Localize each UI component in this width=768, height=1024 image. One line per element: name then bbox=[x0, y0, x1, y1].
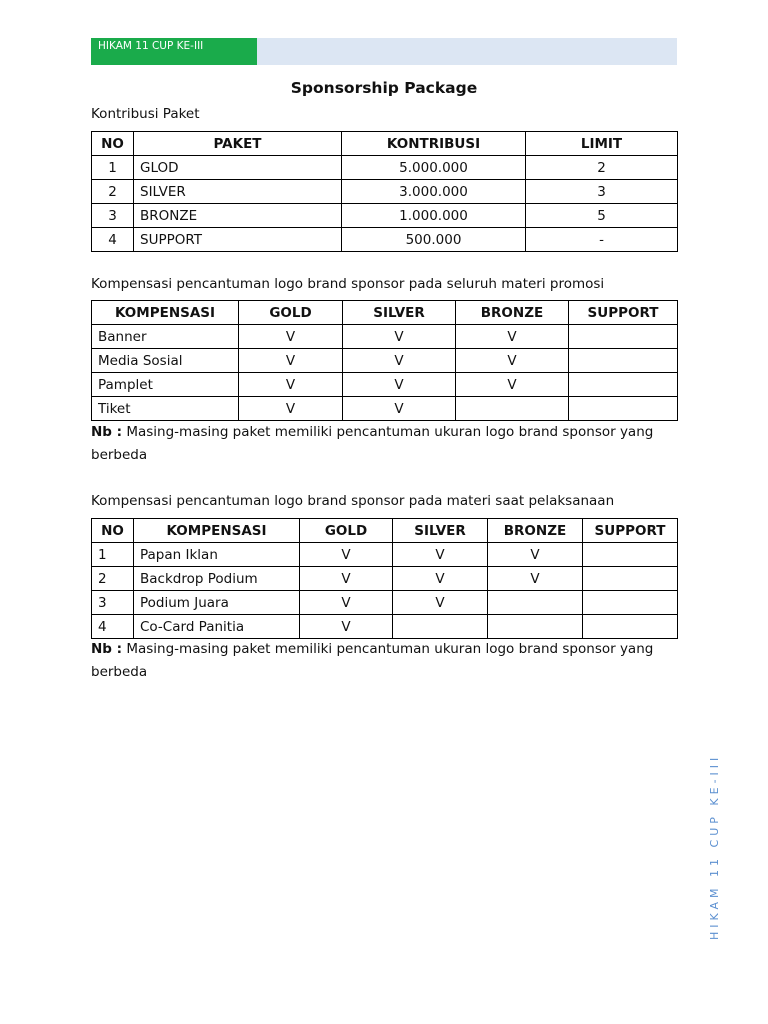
cell-silver: V bbox=[343, 397, 456, 421]
cell-support bbox=[569, 373, 678, 397]
cell-support bbox=[569, 325, 678, 349]
cell-gold: V bbox=[239, 325, 343, 349]
cell-limit: 5 bbox=[526, 204, 678, 228]
table-row bbox=[92, 228, 678, 252]
table-row bbox=[92, 567, 678, 591]
cell-support bbox=[583, 591, 678, 615]
page-title: Sponsorship Package bbox=[290, 79, 478, 97]
cell-kontribusi: 1.000.000 bbox=[342, 204, 526, 228]
col-header: GOLD bbox=[300, 519, 393, 543]
cell-support bbox=[569, 349, 678, 373]
contribution-table bbox=[91, 131, 678, 252]
cell-no: 4 bbox=[92, 615, 134, 639]
note-event bbox=[91, 638, 677, 684]
col-header: SILVER bbox=[343, 301, 456, 325]
cell-no: 2 bbox=[92, 567, 134, 591]
table-header-row bbox=[92, 519, 678, 543]
cell-gold: V bbox=[300, 543, 393, 567]
cell-limit: 2 bbox=[526, 156, 678, 180]
table-row bbox=[92, 349, 678, 373]
cell-support bbox=[583, 615, 678, 639]
cell-silver: V bbox=[393, 543, 488, 567]
cell-paket: GLOD bbox=[134, 156, 342, 180]
table-row bbox=[92, 156, 678, 180]
table-row bbox=[92, 180, 678, 204]
event-compensation-table bbox=[91, 518, 678, 639]
cell-no: 4 bbox=[92, 228, 134, 252]
note-label: Nb : bbox=[91, 424, 123, 440]
col-header: LIMIT bbox=[526, 132, 678, 156]
table-row bbox=[92, 591, 678, 615]
cell-gold: V bbox=[239, 373, 343, 397]
cell-silver bbox=[393, 615, 488, 639]
cell-paket: SUPPORT bbox=[134, 228, 342, 252]
table-row bbox=[92, 615, 678, 639]
table-header-row bbox=[92, 301, 678, 325]
cell-bronze: V bbox=[488, 567, 583, 591]
cell-kompensasi: Media Sosial bbox=[92, 349, 239, 373]
col-header: BRONZE bbox=[488, 519, 583, 543]
section1-heading: Kontribusi Paket bbox=[91, 106, 200, 122]
note-label: Nb : bbox=[91, 641, 123, 657]
header-bar bbox=[91, 38, 677, 65]
cell-no: 3 bbox=[92, 591, 134, 615]
note-text: Masing-masing paket memiliki pencantuman ukuran logo brand sponsor yang bbox=[122, 424, 654, 440]
cell-kompensasi: Podium Juara bbox=[134, 591, 300, 615]
col-header: GOLD bbox=[239, 301, 343, 325]
cell-kompensasi: Papan Iklan bbox=[134, 543, 300, 567]
cell-kontribusi: 500.000 bbox=[342, 228, 526, 252]
cell-bronze: V bbox=[456, 325, 569, 349]
section3-heading: Kompensasi pencantuman logo brand sponsor pada materi saat pelaksanaan bbox=[91, 493, 615, 509]
cell-gold: V bbox=[239, 397, 343, 421]
col-header: SUPPORT bbox=[569, 301, 678, 325]
cell-kontribusi: 3.000.000 bbox=[342, 180, 526, 204]
cell-silver: V bbox=[343, 349, 456, 373]
table-row bbox=[92, 397, 678, 421]
note-text-continued: berbeda bbox=[91, 447, 148, 463]
cell-silver: V bbox=[343, 325, 456, 349]
cell-kompensasi: Backdrop Podium bbox=[134, 567, 300, 591]
table-row bbox=[92, 373, 678, 397]
cell-kompensasi: Pamplet bbox=[92, 373, 239, 397]
col-header: SUPPORT bbox=[583, 519, 678, 543]
table-header-row bbox=[92, 132, 678, 156]
col-header: KOMPENSASI bbox=[134, 519, 300, 543]
table-row bbox=[92, 543, 678, 567]
cell-no: 3 bbox=[92, 204, 134, 228]
note-text: Masing-masing paket memiliki pencantuman ukuran logo brand sponsor yang bbox=[122, 641, 654, 657]
cell-kontribusi: 5.000.000 bbox=[342, 156, 526, 180]
cell-bronze bbox=[488, 615, 583, 639]
col-header: KONTRIBUSI bbox=[342, 132, 526, 156]
table-row bbox=[92, 204, 678, 228]
side-watermark-label: HIKAM 11 CUP KE-III bbox=[708, 753, 721, 940]
cell-silver: V bbox=[393, 567, 488, 591]
cell-paket: SILVER bbox=[134, 180, 342, 204]
cell-gold: V bbox=[239, 349, 343, 373]
header-label: HIKAM 11 CUP KE-III bbox=[91, 38, 257, 65]
cell-kompensasi: Banner bbox=[92, 325, 239, 349]
cell-support bbox=[569, 397, 678, 421]
col-header: KOMPENSASI bbox=[92, 301, 239, 325]
cell-bronze: V bbox=[456, 373, 569, 397]
col-header: NO bbox=[92, 519, 134, 543]
cell-bronze: V bbox=[488, 543, 583, 567]
cell-silver: V bbox=[343, 373, 456, 397]
section2-heading: Kompensasi pencantuman logo brand sponsor pada seluruh materi promosi bbox=[91, 276, 605, 292]
cell-no: 2 bbox=[92, 180, 134, 204]
table-row bbox=[92, 325, 678, 349]
col-header: SILVER bbox=[393, 519, 488, 543]
cell-support bbox=[583, 543, 678, 567]
cell-limit: 3 bbox=[526, 180, 678, 204]
cell-limit: - bbox=[526, 228, 678, 252]
cell-kompensasi: Co-Card Panitia bbox=[134, 615, 300, 639]
cell-gold: V bbox=[300, 567, 393, 591]
cell-bronze bbox=[456, 397, 569, 421]
col-header: BRONZE bbox=[456, 301, 569, 325]
cell-silver: V bbox=[393, 591, 488, 615]
cell-support bbox=[583, 567, 678, 591]
cell-gold: V bbox=[300, 591, 393, 615]
cell-no: 1 bbox=[92, 156, 134, 180]
cell-gold: V bbox=[300, 615, 393, 639]
promo-compensation-table bbox=[91, 300, 678, 421]
cell-no: 1 bbox=[92, 543, 134, 567]
cell-bronze: V bbox=[456, 349, 569, 373]
cell-kompensasi: Tiket bbox=[92, 397, 239, 421]
col-header: NO bbox=[92, 132, 134, 156]
cell-paket: BRONZE bbox=[134, 204, 342, 228]
note-text-continued: berbeda bbox=[91, 664, 148, 680]
cell-bronze bbox=[488, 591, 583, 615]
note-promo bbox=[91, 421, 677, 467]
col-header: PAKET bbox=[134, 132, 342, 156]
